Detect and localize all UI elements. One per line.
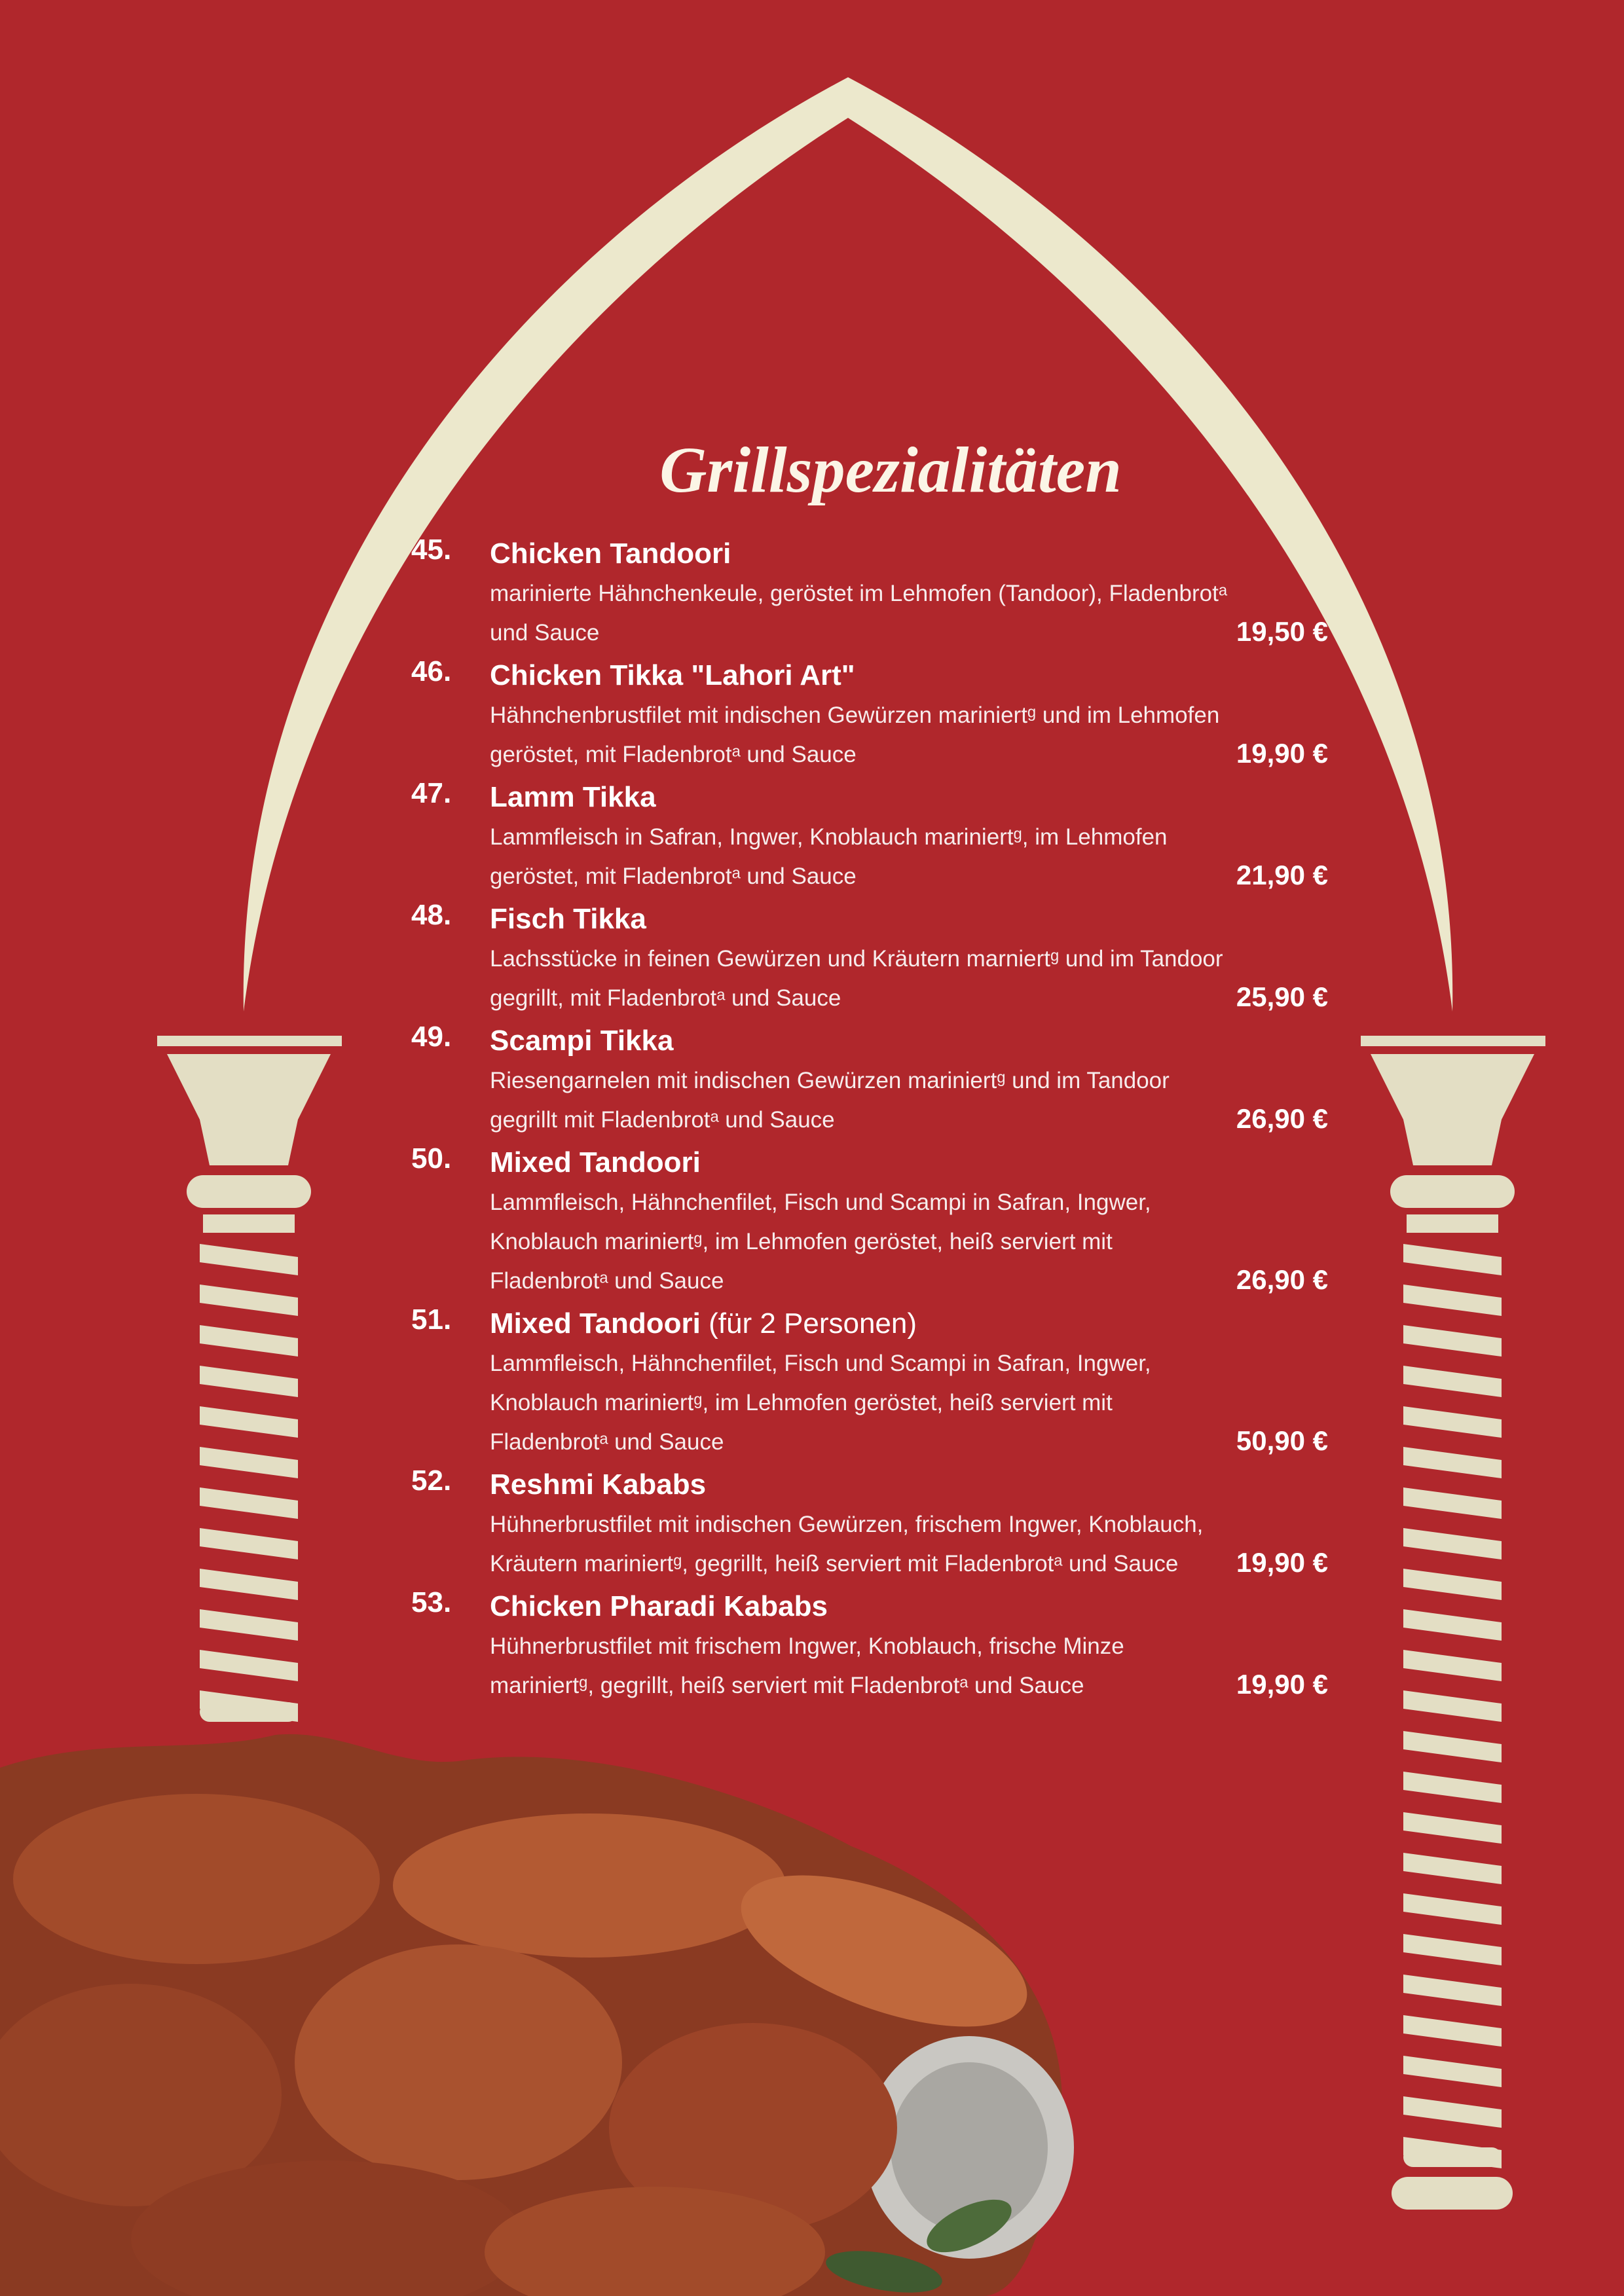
menu-item [411,1586,1328,1705]
menu-list [411,534,1328,1708]
menu-item [411,899,1328,1018]
section-title: Grillspezialitäten [659,433,1122,506]
column-twist [1403,1244,1502,1275]
item-description: Riesengarnelen mit indischen Gewürzen mariniertᵍ und im Tandoor gegrillt mit Fladenbrotᵃ und Sauce [490,1068,1170,1133]
column-twist [1403,1325,1502,1357]
column-twist [200,1285,298,1316]
item-name: Reshmi Kababs [490,1468,707,1501]
item-description: Lachsstücke in feinen Gewürzen und Kräutern marniertᵍ und im Tandoor gegrillt, mit Fladenbrotᵃ und Sauce [490,946,1223,1011]
item-name: Chicken Tandoori [490,538,731,570]
item-price: 19,90 € [1236,1669,1328,1700]
item-price: 19,90 € [1236,1547,1328,1578]
column-twist [1403,1772,1502,1803]
menu-item [411,1465,1328,1584]
item-name: Chicken Tikka "Lahori Art" [490,659,855,691]
column-twist [1403,2096,1502,2128]
item-description: Hähnchenbrustfilet mit indischen Gewürzen mariniertᵍ und im Lehmofen geröstet, mit Fladenbrotᵃ und Sauce [490,702,1220,767]
left-column-decoration [157,1036,342,1722]
column-twist [200,1406,298,1438]
column-twist [1403,1366,1502,1397]
item-price: 19,50 € [1236,616,1328,647]
item-name: Fisch Tikka [490,903,646,935]
item-name: Mixed Tandoori [490,1146,701,1178]
item-price: 25,90 € [1236,981,1328,1012]
menu-item [411,534,1328,653]
column-twist [1403,1975,1502,2006]
column-twist [200,1609,298,1641]
menu-item [411,777,1328,896]
item-description: Lammfleisch in Safran, Ingwer, Knoblauch mariniertᵍ, im Lehmofen geröstet, mit Fladenbrotᵃ und Sauce [490,824,1168,889]
item-number: 53. [411,1586,452,1618]
item-description: Lammfleisch, Hähnchenfilet, Fisch und Scampi in Safran, Ingwer, Knoblauch mariniertᵍ, im Lehmofen geröstet, heiß serviert mit Fladenbrotᵃ und Sauce [490,1351,1151,1455]
column-twist [1403,1893,1502,1925]
tandoori-chicken-photo [0,1734,1074,2296]
column-twist [200,1244,298,1275]
item-price: 26,90 € [1236,1103,1328,1134]
column-twist [1403,1812,1502,1844]
menu-item [411,1303,1328,1462]
item-number: 51. [411,1303,452,1336]
column-twist [200,1569,298,1600]
column-twist [200,1447,298,1478]
item-description: marinierte Hähnchenkeule, geröstet im Lehmofen (Tandoor), Fladenbrotᵃ und Sauce [490,581,1227,646]
column-twist [1403,1569,1502,1600]
column-twist [1403,2056,1502,2087]
item-price: 19,90 € [1236,738,1328,769]
item-name: Lamm Tikka [490,781,656,813]
item-description: Hühnerbrustfilet mit indischen Gewürzen, frischem Ingwer, Knoblauch, Kräutern mariniertᵍ, gegrillt, heiß serviert mit Fladenbrotᵃ und Sauce [490,1512,1204,1576]
right-column-decoration [1361,1036,1545,2210]
item-number: 50. [411,1142,452,1175]
item-name: Scampi Tikka [490,1025,674,1057]
column-twist [1403,1690,1502,1722]
item-name-extra: (für 2 Personen) [709,1307,917,1339]
column-twist [1403,1609,1502,1641]
item-price: 21,90 € [1236,860,1328,890]
column-twist [200,1528,298,1559]
column-twist [200,1325,298,1357]
column-twist [1403,1447,1502,1478]
item-number: 52. [411,1465,452,1497]
column-twist [1403,1285,1502,1316]
item-name: Mixed Tandoori (für 2 Personen) [490,1307,917,1339]
item-description: Lammfleisch, Hähnchenfilet, Fisch und Scampi in Safran, Ingwer, Knoblauch mariniertᵍ, im Lehmofen geröstet, heiß serviert mit Fladenbrotᵃ und Sauce [490,1190,1151,1294]
item-name: Chicken Pharadi Kababs [490,1590,828,1622]
column-twist [200,1650,298,1681]
column-twist [1403,1528,1502,1559]
column-twist [1403,1650,1502,1681]
column-twist [1403,1406,1502,1438]
item-number: 47. [411,777,452,809]
column-twist [1403,2015,1502,2047]
column-twist [1403,1934,1502,1965]
column-twist [200,1366,298,1397]
item-number: 45. [411,534,452,566]
menu-item [411,1142,1328,1301]
column-twist [1403,1853,1502,1884]
item-number: 49. [411,1021,452,1053]
item-number: 46. [411,655,452,687]
column-twist [200,1487,298,1519]
item-description: Hühnerbrustfilet mit frischem Ingwer, Knoblauch, frische Minze mariniertᵍ, gegrillt, heiß serviert mit Fladenbrotᵃ und Sauce [490,1633,1124,1698]
item-number: 48. [411,899,452,931]
column-twist [1403,1487,1502,1519]
menu-item [411,655,1328,774]
item-price: 26,90 € [1236,1264,1328,1295]
menu-item [411,1021,1328,1140]
column-twist [1403,1731,1502,1762]
item-price: 50,90 € [1236,1425,1328,1456]
